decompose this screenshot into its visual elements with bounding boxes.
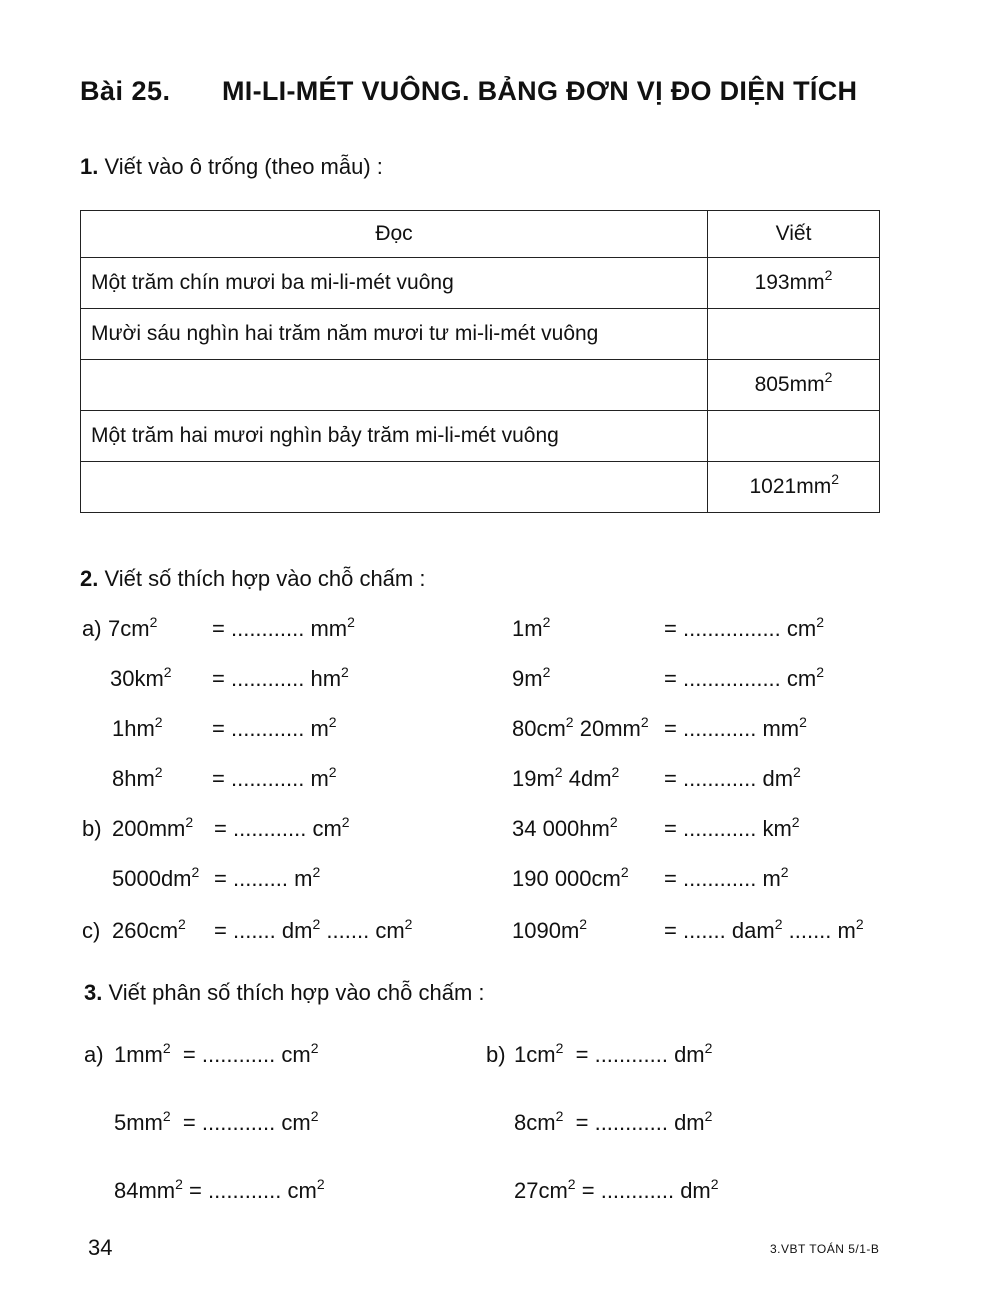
read-cell-blank[interactable]	[81, 360, 708, 411]
eq-left-b1-quantity: $200mm^2$	[112, 814, 194, 841]
exercise-2-heading	[80, 566, 425, 592]
column-header-write: Viết	[708, 211, 880, 258]
exercise-3-instruction: Viết phân số thích hợp vào chỗ chấm :	[108, 980, 485, 1005]
exercise-1-table	[80, 210, 880, 513]
ex3-a1[interactable]: $1mm^2$ = ............ $cm^2$	[114, 1040, 319, 1067]
lesson-title: MI-LI-MÉT VUÔNG. BẢNG ĐƠN VỊ ĐO DIỆN TÍCH	[222, 76, 858, 106]
ex3-a3[interactable]: $84mm^2$ = ............ $cm^2$	[114, 1176, 325, 1203]
eq-left-b1-answer[interactable]: = ............ $cm^2$	[214, 814, 350, 841]
exercise-1-number: 1.	[80, 154, 99, 179]
exercise-3-number: 3.	[84, 980, 103, 1005]
column-header-read: Đọc	[81, 211, 708, 258]
table-row	[81, 309, 880, 360]
exercise-1-instruction: Viết vào ô trống (theo mẫu) :	[104, 154, 383, 179]
write-cell	[708, 360, 880, 411]
eq-right-b2-answer[interactable]: = ............ $m^2$	[664, 864, 789, 891]
read-cell: Mười sáu nghìn hai trăm năm mươi tư mi-li-mét vuông	[81, 309, 708, 360]
ex3-b3[interactable]: $27cm^2$ = ............ $dm^2$	[514, 1176, 719, 1203]
write-exponent: 2	[831, 471, 839, 487]
ex3-part-a-label: a)	[84, 1042, 104, 1067]
eq-left-b2-quantity: $5000dm^2$	[112, 864, 200, 891]
eq-left-c1-answer[interactable]: = ....... $dm^2$ ....... $cm^2$	[214, 916, 413, 943]
eq-left-a2-answer[interactable]: = ............ $hm^2$	[212, 664, 349, 691]
eq-right-a3-quantity: $80cm^2$ $20mm^2$	[512, 714, 649, 741]
eq-right-a4-quantity: $19m^2$ $4dm^2$	[512, 764, 620, 791]
part-b-label: b)	[82, 816, 102, 841]
write-value: 805mm	[754, 373, 825, 396]
eq-left-a1-quantity: $7cm^2$	[108, 614, 158, 641]
eq-right-a1-answer[interactable]: = ................ $cm^2$	[664, 614, 825, 641]
table-header-row	[81, 211, 880, 258]
exercise-2-number: 2.	[80, 566, 99, 591]
eq-left-c1-quantity: $260cm^2$	[112, 916, 186, 943]
eq-right-a2-quantity: $9m^2$	[512, 664, 551, 691]
ex3-b2[interactable]: $8cm^2$ = ............ $dm^2$	[514, 1108, 713, 1135]
write-exponent: 2	[824, 267, 833, 283]
exercise-1-heading	[80, 154, 383, 180]
ex3-part-b-label: b)	[486, 1042, 506, 1067]
eq-right-a1-quantity: $1m^2$	[512, 614, 551, 641]
ex3-a2[interactable]: $5mm^2$ = ............ $cm^2$	[114, 1108, 319, 1135]
eq-right-c1-answer[interactable]: = ....... dam$^2$ ....... $m^2$	[664, 916, 864, 943]
read-cell-blank[interactable]	[81, 462, 708, 513]
table-row	[81, 258, 880, 309]
eq-left-b2-answer[interactable]: = ......... $m^2$	[214, 864, 321, 891]
part-c-label: c)	[82, 918, 101, 943]
write-cell-blank[interactable]	[708, 309, 880, 360]
book-code: 3.VBT TOÁN 5/1-B	[770, 1242, 880, 1256]
eq-right-a3-answer[interactable]: = ............ $mm^2$	[664, 714, 807, 741]
exercise-2-instruction: Viết số thích hợp vào chỗ chấm :	[104, 566, 426, 591]
eq-right-a2-answer[interactable]: = ................ $cm^2$	[664, 664, 825, 691]
write-exponent: 2	[824, 369, 833, 385]
eq-left-a1-answer[interactable]: = ............ $mm^2$	[212, 614, 355, 641]
eq-right-a4-answer[interactable]: = ............ $dm^2$	[664, 764, 801, 791]
eq-left-a2-quantity: $30km^2$	[110, 664, 172, 691]
write-cell	[708, 258, 880, 309]
write-value: 193mm	[754, 271, 825, 294]
table-row	[81, 360, 880, 411]
eq-right-b1-answer[interactable]: = ............ $km^2$	[664, 814, 800, 841]
page-number: 34	[88, 1235, 113, 1260]
read-cell: Một trăm chín mươi ba mi-li-mét vuông	[81, 258, 708, 309]
write-cell-blank[interactable]	[708, 411, 880, 462]
eq-left-a3-answer[interactable]: = ............ $m^2$	[212, 714, 337, 741]
write-value: 1021mm	[749, 475, 832, 498]
eq-left-a3-quantity: $1hm^2$	[112, 714, 163, 741]
table-row	[81, 411, 880, 462]
read-cell: Một trăm hai mươi nghìn bảy trăm mi-li-mét vuông	[81, 411, 708, 462]
eq-right-b1-quantity: 34 $000hm^2$	[512, 814, 618, 841]
lesson-number: Bài 25.	[80, 76, 171, 106]
exercise-3-heading	[84, 980, 485, 1006]
write-cell	[708, 462, 880, 513]
eq-right-b2-quantity: 190 $000cm^2$	[512, 864, 629, 891]
part-a-label: a)	[82, 616, 102, 641]
eq-right-c1-quantity: $1090m^2$	[512, 916, 588, 943]
table-row	[81, 462, 880, 513]
eq-left-a4-answer[interactable]: = ............ $m^2$	[212, 764, 337, 791]
eq-left-a4-quantity: $8hm^2$	[112, 764, 163, 791]
ex3-b1[interactable]: $1cm^2$ = ............ $dm^2$	[514, 1040, 713, 1067]
